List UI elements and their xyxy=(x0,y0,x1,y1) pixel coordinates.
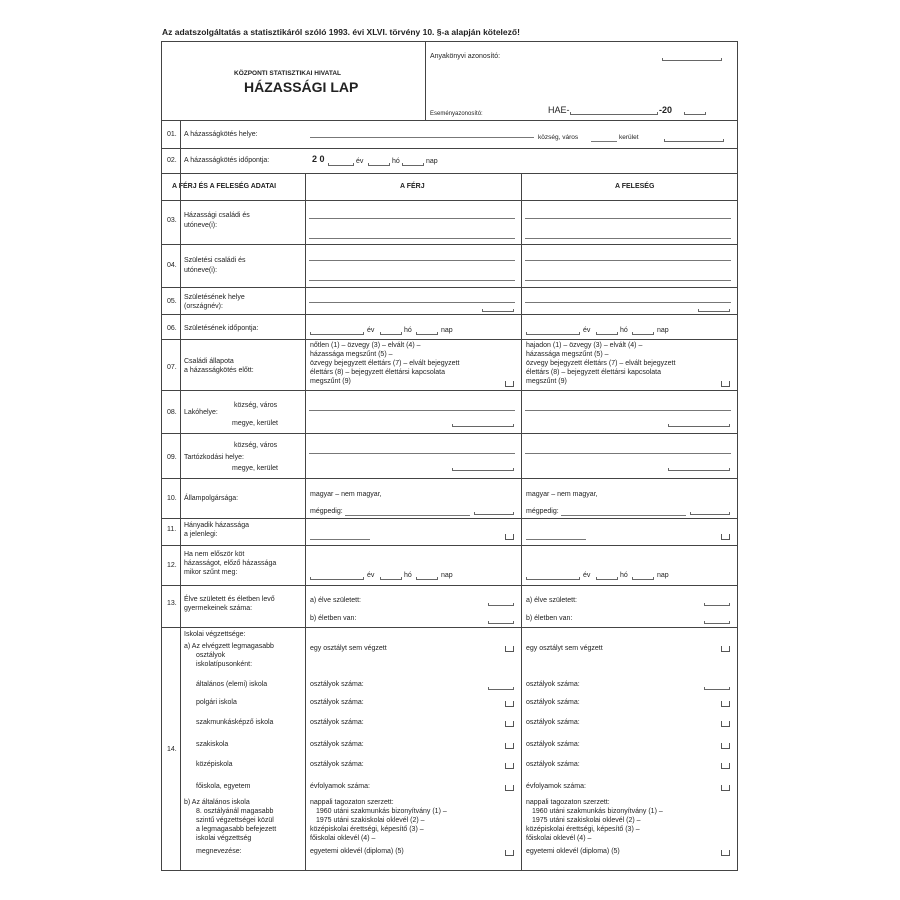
wife-status-option: megszűnt (9) xyxy=(526,378,567,385)
temp-residence-label: Tartózkodási helye: xyxy=(184,454,244,461)
education-b-label: b) Az általános iskola xyxy=(184,799,250,806)
husband-marriage-count-box[interactable] xyxy=(505,534,514,540)
year-label: év xyxy=(583,327,591,334)
row-number: 14. xyxy=(167,746,177,753)
husband-classes-box[interactable] xyxy=(505,701,514,707)
husband-classes-box[interactable] xyxy=(505,721,514,727)
wife-no-school-label: egy osztályt sem végzett xyxy=(526,645,603,652)
wife-degree-option: 1975 utáni szakiskolai oklevél (2) – xyxy=(532,817,641,824)
wife-status-option: hajadon (1) – özvegy (3) – elvált (4) – xyxy=(526,342,643,349)
husband-citizenship-options: magyar – nem magyar, xyxy=(310,491,382,498)
row-number: 02. xyxy=(167,157,177,164)
husband-birthplace-code[interactable] xyxy=(482,311,514,312)
legal-notice: Az adatszolgáltatás a statisztikáról szóló 1993. évi XLVI. törvény 10. §-a alapján kötelező! xyxy=(162,27,520,37)
husband-status-option: özvegy bejegyzett élettárs (7) – elvált bejegyzett xyxy=(310,360,460,367)
birthplace-label: Születésének helye xyxy=(184,294,245,301)
husband-classes-label: osztályok száma: xyxy=(310,699,364,706)
day-label: nap xyxy=(441,572,453,579)
wife-residence-code[interactable] xyxy=(668,426,730,427)
month-label: hó xyxy=(620,327,628,334)
wife-birth-year-field[interactable] xyxy=(526,334,580,335)
husband-birth-month-field[interactable] xyxy=(380,334,402,335)
husband-children-born-label: a) élve született: xyxy=(310,597,361,604)
day-label: nap xyxy=(657,327,669,334)
wife-birth-name-field-2[interactable] xyxy=(525,280,731,281)
wife-classes-field[interactable] xyxy=(704,689,730,690)
husband-classes-field[interactable] xyxy=(488,689,514,690)
married-name-label-2: utóneve(i): xyxy=(184,222,218,229)
birthplace-label-2: (országnév): xyxy=(184,303,223,310)
husband-children-living-label: b) életben van: xyxy=(310,615,357,622)
husband-degree-option: nappali tagozaton szerzett: xyxy=(310,799,394,806)
marriage-date-label: A házasságkötés időpontja: xyxy=(184,157,270,164)
birth-name-label-2: utóneve(i): xyxy=(184,267,218,274)
wife-prev-end-day[interactable] xyxy=(632,579,654,580)
married-name-label: Házassági családi és xyxy=(184,212,250,219)
wife-residence-field[interactable] xyxy=(525,410,731,411)
year-label: év xyxy=(583,572,591,579)
year-label: év xyxy=(367,572,375,579)
education-title: Iskolai végzettsége: xyxy=(184,631,246,638)
wife-status-option: élettárs (8) – bejegyzett élettársi kapcsolata xyxy=(526,369,662,376)
school-type-label: szakiskola xyxy=(196,741,229,748)
wife-years-box[interactable] xyxy=(721,785,730,791)
wife-classes-label: osztályok száma: xyxy=(526,741,580,748)
husband-degree-option: főiskolai oklevél (4) – xyxy=(310,835,376,842)
month-label: hó xyxy=(620,572,628,579)
wife-citizenship-code[interactable] xyxy=(690,514,730,515)
wife-classes-box[interactable] xyxy=(721,701,730,707)
event-id-suffix: -20 xyxy=(659,105,673,115)
wife-degree-option: főiskolai oklevél (4) – xyxy=(526,835,592,842)
temp-residence-settlement-label: község, város xyxy=(234,442,278,449)
registry-id-field[interactable] xyxy=(662,60,722,61)
wife-birthplace-code[interactable] xyxy=(698,311,730,312)
wife-married-name-field[interactable] xyxy=(525,218,731,219)
marriage-count-label: Hányadik házassága xyxy=(184,522,249,529)
event-id-year-field[interactable] xyxy=(684,114,706,115)
husband-temp-residence-field[interactable] xyxy=(309,453,515,454)
education-a-label-2: osztályok xyxy=(196,652,226,659)
row-number: 09. xyxy=(167,454,177,461)
wife-column-header: A FELESÉG xyxy=(615,183,655,190)
wife-classes-box[interactable] xyxy=(721,763,730,769)
husband-no-school-label: egy osztályt sem végzett xyxy=(310,645,387,652)
husband-birth-day-field[interactable] xyxy=(416,334,438,335)
birth-date-label: Születésének időpontja: xyxy=(184,325,259,332)
children-label-2: gyermekeinek száma: xyxy=(184,605,253,612)
husband-children-born-field[interactable] xyxy=(488,605,514,606)
marriage-date-day-field[interactable] xyxy=(402,165,424,166)
husband-classes-box[interactable] xyxy=(505,763,514,769)
form-title: HÁZASSÁGI LAP xyxy=(244,79,359,95)
wife-children-born-field[interactable] xyxy=(704,605,730,606)
day-label: nap xyxy=(426,158,438,165)
month-label: hó xyxy=(392,158,400,165)
husband-prev-end-month[interactable] xyxy=(380,579,402,580)
marriage-place-settlement: község, város xyxy=(538,134,579,141)
residence-label: Lakóhelye: xyxy=(184,409,218,416)
school-type-label: általános (elemi) iskola xyxy=(196,681,268,688)
husband-citizenship-code[interactable] xyxy=(474,514,514,515)
event-id-label: Eseményazonosító: xyxy=(430,111,483,117)
husband-married-name-field[interactable] xyxy=(309,218,515,219)
husband-prev-end-day[interactable] xyxy=(416,579,438,580)
husband-classes-label: osztályok száma: xyxy=(310,681,364,688)
year-label: év xyxy=(367,327,375,334)
row-number: 08. xyxy=(167,409,177,416)
husband-birthplace-field[interactable] xyxy=(309,302,515,303)
wife-degree-option: egyetemi oklevél (diploma) (5) xyxy=(526,848,620,855)
education-a-label: a) Az elvégzett legmagasabb xyxy=(184,643,274,650)
wife-marriage-count-field[interactable] xyxy=(526,539,586,540)
temp-residence-county-label: megye, kerület xyxy=(232,465,278,472)
husband-degree-checkbox[interactable] xyxy=(505,850,514,856)
event-id-prefix: HAE- xyxy=(548,105,570,115)
husband-years-label: évfolyamok száma: xyxy=(310,783,370,790)
marriage-place-label: A házasságkötés helye: xyxy=(184,131,258,138)
wife-citizenship-field[interactable] xyxy=(561,515,686,516)
husband-marriage-count-field[interactable] xyxy=(310,539,370,540)
wife-children-living-label: b) életben van: xyxy=(526,615,573,622)
day-label: nap xyxy=(657,572,669,579)
wife-classes-box[interactable] xyxy=(721,721,730,727)
row-number: 06. xyxy=(167,325,177,332)
wife-status-checkbox[interactable] xyxy=(721,381,730,387)
husband-temp-residence-code[interactable] xyxy=(452,470,514,471)
school-type-label: szakmunkásképző iskola xyxy=(196,719,274,726)
wife-years-label: évfolyamok száma: xyxy=(526,783,586,790)
wife-birth-name-field[interactable] xyxy=(525,260,731,261)
husband-column-header: A FÉRJ xyxy=(400,183,425,190)
marriage-date-month-field[interactable] xyxy=(368,165,390,166)
month-label: hó xyxy=(404,327,412,334)
row-number: 05. xyxy=(167,298,177,305)
marriage-date-year-field[interactable] xyxy=(328,165,354,166)
wife-children-born-label: a) élve született: xyxy=(526,597,577,604)
husband-children-living-field[interactable] xyxy=(488,623,514,624)
section-header: A FÉRJ ÉS A FELESÉG ADATAI xyxy=(172,183,277,190)
wife-temp-residence-code[interactable] xyxy=(668,470,730,471)
school-type-label: főiskola, egyetem xyxy=(196,783,251,790)
wife-classes-label: osztályok száma: xyxy=(526,719,580,726)
husband-classes-label: osztályok száma: xyxy=(310,741,364,748)
marriage-place-field[interactable] xyxy=(310,137,534,138)
wife-citizenship-options: magyar – nem magyar, xyxy=(526,491,598,498)
wife-classes-label: osztályok száma: xyxy=(526,699,580,706)
husband-prev-end-year[interactable] xyxy=(310,579,364,580)
education-b-label: a legmagasabb befejezett xyxy=(196,826,277,833)
birth-name-label: Születési családi és xyxy=(184,257,246,264)
wife-birthplace-field[interactable] xyxy=(525,302,731,303)
wife-status-option: házassága megszűnt (5) – xyxy=(526,351,609,358)
husband-degree-option: 1960 utáni szakmunkás bizonyítvány (1) – xyxy=(316,808,447,815)
husband-status-checkbox[interactable] xyxy=(505,381,514,387)
wife-degree-option: középiskolai érettségi, képesítő (3) – xyxy=(526,826,640,833)
marriage-count-label-2: a jelenlegi: xyxy=(184,531,218,538)
residence-county-label: megye, kerület xyxy=(232,420,278,427)
school-type-label: középiskola xyxy=(196,761,233,768)
row-number: 12. xyxy=(167,562,177,569)
marriage-place-district: kerület xyxy=(619,134,639,141)
prev-marriage-label: Ha nem először köt xyxy=(184,551,245,558)
wife-citizenship-specify: mégpedig: xyxy=(526,508,559,515)
husband-status-option: nőtlen (1) – özvegy (3) – elvált (4) – xyxy=(310,342,421,349)
wife-classes-box[interactable] xyxy=(721,743,730,749)
marriage-date-year-prefix: 2 0 xyxy=(312,154,325,164)
row-number: 04. xyxy=(167,262,177,269)
marriage-form xyxy=(161,41,738,871)
husband-degree-option: 1975 utáni szakiskolai oklevél (2) – xyxy=(316,817,425,824)
husband-classes-label: osztályok száma: xyxy=(310,719,364,726)
event-id-field[interactable] xyxy=(570,114,658,115)
citizenship-label: Állampolgársága: xyxy=(184,495,239,502)
wife-classes-label: osztályok száma: xyxy=(526,761,580,768)
wife-no-school-checkbox[interactable] xyxy=(721,646,730,652)
prev-marriage-label-3: mikor szűnt meg: xyxy=(184,569,238,576)
wife-prev-end-year[interactable] xyxy=(526,579,580,580)
marital-status-label: Családi állapota xyxy=(184,358,234,365)
husband-status-option: élettárs (8) – bejegyzett élettársi kapcsolata xyxy=(310,369,446,376)
husband-years-box[interactable] xyxy=(505,785,514,791)
education-b-label: szintű végzettségei közül xyxy=(196,817,274,824)
wife-married-name-field-2[interactable] xyxy=(525,238,731,239)
husband-status-option: házassága megszűnt (5) – xyxy=(310,351,393,358)
wife-degree-checkbox[interactable] xyxy=(721,850,730,856)
wife-temp-residence-field[interactable] xyxy=(525,453,731,454)
wife-classes-label: osztályok száma: xyxy=(526,681,580,688)
husband-citizenship-specify: mégpedig: xyxy=(310,508,343,515)
husband-birth-name-field[interactable] xyxy=(309,260,515,261)
wife-children-living-field[interactable] xyxy=(704,623,730,624)
husband-citizenship-field[interactable] xyxy=(345,515,470,516)
school-type-label: polgári iskola xyxy=(196,699,237,706)
husband-residence-code[interactable] xyxy=(452,426,514,427)
husband-married-name-field-2[interactable] xyxy=(309,238,515,239)
education-b-label: iskolai végzettség xyxy=(196,835,252,842)
wife-birth-month-field[interactable] xyxy=(596,334,618,335)
education-b-label: megnevezése: xyxy=(196,848,242,855)
prev-marriage-label-2: házasságot, előző házassága xyxy=(184,560,277,567)
wife-degree-option: nappali tagozaton szerzett: xyxy=(526,799,610,806)
husband-status-option: megszűnt (9) xyxy=(310,378,351,385)
marital-status-label-2: a házasságkötés előtt: xyxy=(184,367,254,374)
husband-no-school-checkbox[interactable] xyxy=(505,646,514,652)
row-number: 07. xyxy=(167,364,177,371)
row-number: 10. xyxy=(167,495,177,502)
wife-prev-end-month[interactable] xyxy=(596,579,618,580)
children-label: Élve született és életben levő xyxy=(184,596,275,603)
registry-id-label: Anyakönyvi azonosító: xyxy=(430,53,501,60)
wife-marriage-count-box[interactable] xyxy=(721,534,730,540)
husband-degree-option: középiskolai érettségi, képesítő (3) – xyxy=(310,826,424,833)
agency-name: KÖZPONTI STATISZTIKAI HIVATAL xyxy=(234,70,341,77)
education-a-label-3: iskolatípusonként: xyxy=(196,661,253,668)
wife-birth-day-field[interactable] xyxy=(632,334,654,335)
row-number: 13. xyxy=(167,600,177,607)
wife-degree-option: 1960 utáni szakmunkás bizonyítvány (1) – xyxy=(532,808,663,815)
husband-birth-year-field[interactable] xyxy=(310,334,364,335)
husband-classes-label: osztályok száma: xyxy=(310,761,364,768)
wife-status-option: özvegy bejegyzett élettárs (7) – elvált bejegyzett xyxy=(526,360,676,367)
husband-degree-option: egyetemi oklevél (diploma) (5) xyxy=(310,848,404,855)
row-number: 01. xyxy=(167,131,177,138)
row-number: 11. xyxy=(167,526,177,533)
marriage-place-code-field[interactable] xyxy=(664,141,724,142)
day-label: nap xyxy=(441,327,453,334)
husband-residence-field[interactable] xyxy=(309,410,515,411)
residence-settlement-label: község, város xyxy=(234,402,278,409)
year-label: év xyxy=(356,158,364,165)
education-b-label: 8. osztályánál magasabb xyxy=(196,808,274,815)
husband-classes-box[interactable] xyxy=(505,743,514,749)
row-number: 03. xyxy=(167,217,177,224)
month-label: hó xyxy=(404,572,412,579)
husband-birth-name-field-2[interactable] xyxy=(309,280,515,281)
